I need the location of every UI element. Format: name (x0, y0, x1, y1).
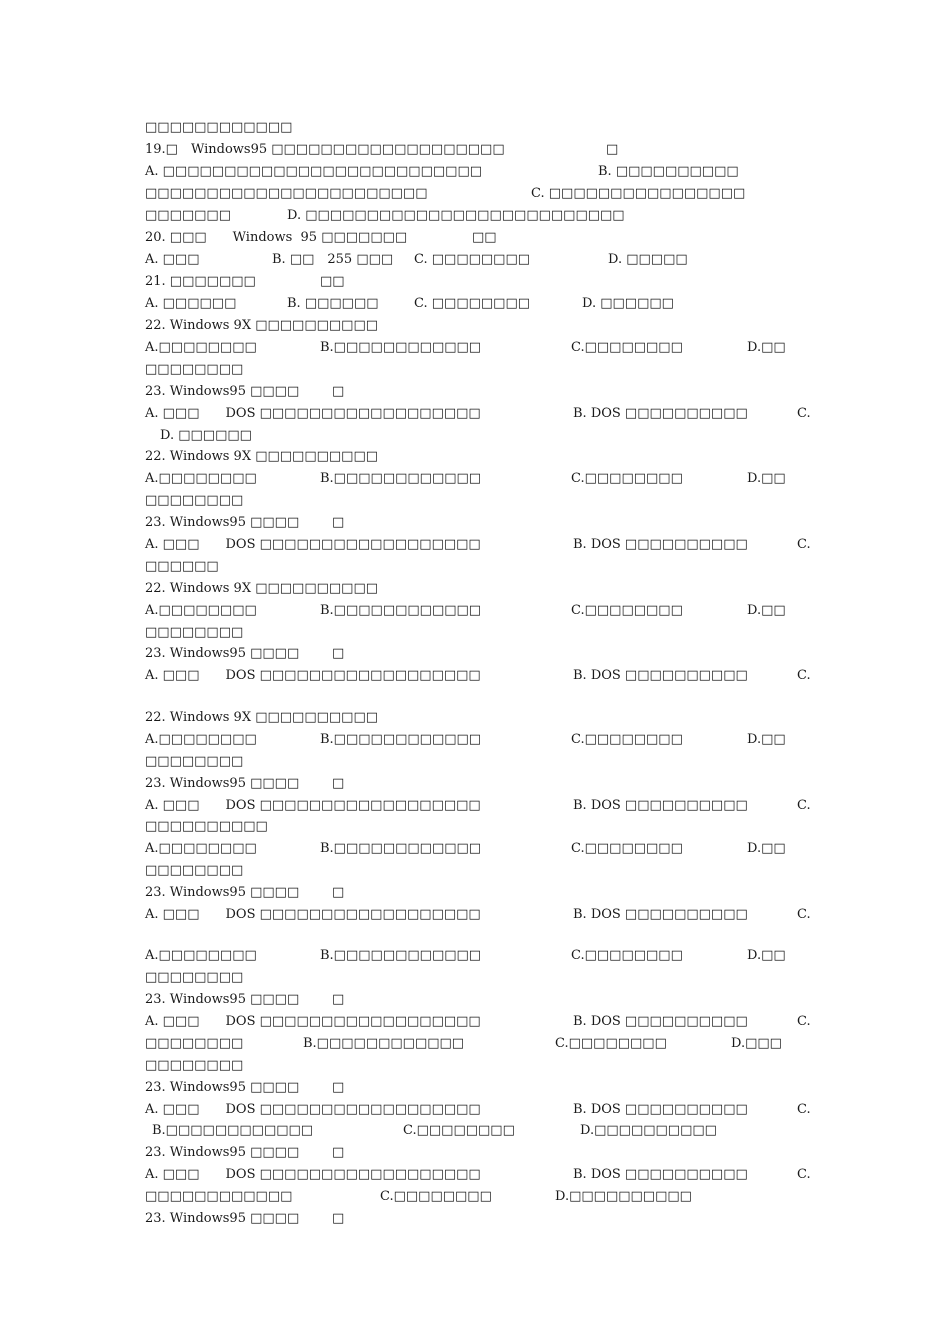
text-line (0, 600, 950, 622)
text-segment: B. DOS □□□□□□□□□□ (573, 798, 748, 813)
text-line (0, 665, 950, 687)
text-line (0, 967, 950, 989)
text-segment: D.□□ (747, 732, 786, 747)
text-segment: D. □□□□□□□□□□□□□□□□□□□□□□□□□□ (287, 208, 625, 223)
text-segment: D.□□□□□□□□□□ (555, 1189, 692, 1204)
text-line (0, 1077, 950, 1099)
text-line (0, 271, 950, 293)
text-line (0, 183, 950, 205)
text-segment: A. □□□ DOS □□□□□□□□□□□□□□□□□□ (145, 1014, 481, 1029)
text-segment: □□□□□□□□□□□□ (145, 120, 293, 135)
text-segment: □ (332, 646, 345, 661)
text-segment: D.□□□□□□□□□□ (580, 1123, 717, 1138)
text-segment: □□□□□□ (145, 559, 219, 574)
text-segment: D.□□□ (731, 1036, 782, 1051)
text-segment: 19.□ Windows95 □□□□□□□□□□□□□□□□□□□ (145, 142, 505, 157)
text-segment: □ (332, 1080, 345, 1095)
text-segment: D.□□ (747, 603, 786, 618)
text-line (0, 139, 950, 161)
text-segment: □□□□□□□□ (145, 754, 244, 769)
text-segment: C. (797, 907, 811, 922)
text-segment: C. □□□□□□□□ (414, 296, 531, 311)
text-segment: C. □□□□□□□□□□□□□□□□ (531, 186, 746, 201)
text-segment: C. □□□□□□□□ (414, 252, 531, 267)
text-segment: B.□□□□□□□□□□□□ (303, 1036, 465, 1051)
text-segment: C. (797, 798, 811, 813)
text-segment: B. □□ 255 □□□ (272, 252, 394, 267)
text-segment: B.□□□□□□□□□□□□ (320, 841, 482, 856)
text-line (0, 989, 950, 1011)
text-line (0, 205, 950, 227)
text-line (0, 556, 950, 578)
text-segment: 23. Windows95 □□□□ (145, 1080, 300, 1095)
text-segment: B.□□□□□□□□□□□□ (152, 1123, 314, 1138)
text-line (0, 403, 950, 425)
text-line (0, 161, 950, 183)
text-segment: □ (332, 992, 345, 1007)
text-segment: 23. Windows95 □□□□ (145, 384, 300, 399)
text-segment: A.□□□□□□□□ (145, 340, 257, 355)
text-segment: □□□□□□□□ (145, 1058, 244, 1073)
text-segment: 23. Windows95 □□□□ (145, 646, 300, 661)
text-line (0, 117, 950, 139)
text-segment: □□□□□□□□ (145, 625, 244, 640)
text-line (0, 1055, 950, 1077)
text-segment: □□□□□□□□□□ (145, 819, 268, 834)
text-segment: C.□□□□□□□□ (571, 948, 683, 963)
text-line (0, 882, 950, 904)
text-segment: A.□□□□□□□□ (145, 948, 257, 963)
text-line (0, 729, 950, 751)
text-segment: A. □□□ DOS □□□□□□□□□□□□□□□□□□ (145, 798, 481, 813)
text-line (0, 945, 950, 967)
text-segment: D.□□ (747, 948, 786, 963)
text-line (0, 643, 950, 665)
text-segment: A. □□□ DOS □□□□□□□□□□□□□□□□□□ (145, 537, 481, 552)
text-segment: B. DOS □□□□□□□□□□ (573, 537, 748, 552)
text-line (0, 381, 950, 403)
text-segment: B. □□□□□□ (287, 296, 379, 311)
text-segment: □□□□□□□□□□□□□□□□□□□□□□□ (145, 186, 428, 201)
text-segment: □□□□□□□□ (145, 362, 244, 377)
text-line (0, 1208, 950, 1230)
text-segment: 23. Windows95 □□□□ (145, 515, 300, 530)
text-line (0, 578, 950, 600)
text-segment: 23. Windows95 □□□□ (145, 885, 300, 900)
text-segment: C.□□□□□□□□ (571, 603, 683, 618)
text-segment: □□□□□□□ (145, 208, 231, 223)
text-line (0, 751, 950, 773)
text-segment: 22. Windows 9X □□□□□□□□□□ (145, 581, 379, 596)
text-line (0, 337, 950, 359)
text-segment: A. □□□ (145, 252, 200, 267)
text-line (0, 490, 950, 512)
text-segment: 22. Windows 9X □□□□□□□□□□ (145, 449, 379, 464)
text-segment: B.□□□□□□□□□□□□ (320, 948, 482, 963)
text-line (0, 446, 950, 468)
text-segment: 23. Windows95 □□□□ (145, 776, 300, 791)
text-line (0, 904, 950, 926)
text-line (0, 293, 950, 315)
text-segment: B. □□□□□□□□□□ (598, 164, 739, 179)
text-segment: 20. □□□ Windows 95 □□□□□□□ (145, 230, 408, 245)
text-segment: □□□□□□□□ (145, 493, 244, 508)
text-segment: A. □□□ DOS □□□□□□□□□□□□□□□□□□ (145, 406, 481, 421)
text-segment: A. □□□ DOS □□□□□□□□□□□□□□□□□□ (145, 907, 481, 922)
text-segment: □ (332, 384, 345, 399)
text-segment: B.□□□□□□□□□□□□ (320, 471, 482, 486)
text-line (0, 838, 950, 860)
text-line (0, 816, 950, 838)
text-segment: □□□□□□□□ (145, 970, 244, 985)
text-line (0, 1099, 950, 1121)
text-segment: □□□□□□□□ (145, 863, 244, 878)
text-segment: B. DOS □□□□□□□□□□ (573, 406, 748, 421)
text-segment: A. □□□□□□ (145, 296, 237, 311)
text-segment: B. DOS □□□□□□□□□□ (573, 1167, 748, 1182)
text-segment: C.□□□□□□□□ (571, 471, 683, 486)
text-segment: A. □□□ DOS □□□□□□□□□□□□□□□□□□ (145, 1102, 481, 1117)
text-line (0, 227, 950, 249)
text-segment: 21. □□□□□□□ (145, 274, 256, 289)
text-segment: C.□□□□□□□□ (571, 340, 683, 355)
text-segment: □□□□□□□□□□□□ (145, 1189, 293, 1204)
text-segment: 23. Windows95 □□□□ (145, 992, 300, 1007)
text-line (0, 1120, 950, 1142)
text-segment: C. (797, 406, 811, 421)
text-segment: B.□□□□□□□□□□□□ (320, 340, 482, 355)
text-segment: B. DOS □□□□□□□□□□ (573, 668, 748, 683)
text-segment: □ (332, 515, 345, 530)
text-segment: D.□□ (747, 471, 786, 486)
text-segment: A.□□□□□□□□ (145, 471, 257, 486)
text-segment: □ (606, 142, 619, 157)
text-segment: 23. Windows95 □□□□ (145, 1145, 300, 1160)
text-line (0, 773, 950, 795)
text-segment: □ (332, 1145, 345, 1160)
text-segment: C. (797, 668, 811, 683)
text-segment: □□ (320, 274, 345, 289)
text-segment: D.□□ (747, 340, 786, 355)
text-line (0, 795, 950, 817)
text-line (0, 1033, 950, 1055)
text-segment: D.□□ (747, 841, 786, 856)
text-segment: A.□□□□□□□□ (145, 841, 257, 856)
text-segment: □ (332, 885, 345, 900)
text-line (0, 1142, 950, 1164)
text-segment: 23. Windows95 □□□□ (145, 1211, 300, 1226)
text-segment: A. □□□ DOS □□□□□□□□□□□□□□□□□□ (145, 1167, 481, 1182)
text-line (0, 468, 950, 490)
text-segment: □ (332, 776, 345, 791)
text-segment: B.□□□□□□□□□□□□ (320, 603, 482, 618)
text-segment: A.□□□□□□□□ (145, 603, 257, 618)
text-segment: □□□□□□□□ (145, 1036, 244, 1051)
text-line (0, 425, 950, 447)
text-segment: D. □□□□□□ (160, 428, 252, 443)
text-segment: B. DOS □□□□□□□□□□ (573, 907, 748, 922)
text-segment: 22. Windows 9X □□□□□□□□□□ (145, 710, 379, 725)
text-segment: D. □□□□□□ (582, 296, 674, 311)
text-line (0, 359, 950, 381)
text-segment: A. □□□□□□□□□□□□□□□□□□□□□□□□□□ (145, 164, 483, 179)
text-segment: C. (797, 1014, 811, 1029)
text-line (0, 1011, 950, 1033)
text-segment: □□ (472, 230, 497, 245)
text-line (0, 622, 950, 644)
text-line (0, 1164, 950, 1186)
text-segment: □ (332, 1211, 345, 1226)
text-line (0, 687, 950, 709)
text-line (0, 860, 950, 882)
text-line (0, 534, 950, 556)
text-segment: B. DOS □□□□□□□□□□ (573, 1102, 748, 1117)
text-line (0, 249, 950, 271)
text-segment: C.□□□□□□□□ (571, 732, 683, 747)
text-line (0, 707, 950, 729)
text-segment: D. □□□□□ (608, 252, 688, 267)
text-segment: C.□□□□□□□□ (403, 1123, 515, 1138)
text-segment: C.□□□□□□□□ (555, 1036, 667, 1051)
text-segment: C.□□□□□□□□ (380, 1189, 492, 1204)
text-segment: C.□□□□□□□□ (571, 841, 683, 856)
text-line (0, 512, 950, 534)
text-segment: C. (797, 537, 811, 552)
text-segment: 22. Windows 9X □□□□□□□□□□ (145, 318, 379, 333)
text-segment: B.□□□□□□□□□□□□ (320, 732, 482, 747)
text-segment: C. (797, 1167, 811, 1182)
text-line (0, 1186, 950, 1208)
text-segment: C. (797, 1102, 811, 1117)
text-segment: A. □□□ DOS □□□□□□□□□□□□□□□□□□ (145, 668, 481, 683)
text-segment: A.□□□□□□□□ (145, 732, 257, 747)
text-line (0, 315, 950, 337)
text-segment: B. DOS □□□□□□□□□□ (573, 1014, 748, 1029)
